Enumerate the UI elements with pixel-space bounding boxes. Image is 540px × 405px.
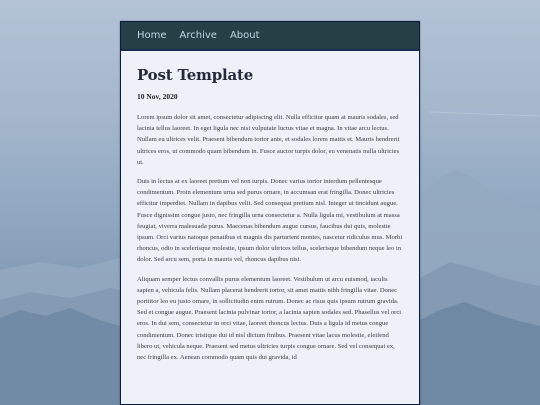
nav-about-link[interactable]: About — [229, 30, 260, 41]
nav-home-link[interactable]: Home — [137, 30, 167, 41]
post-content — [121, 51, 419, 363]
post-title: Post Template — [137, 66, 254, 84]
post-date: 10 Nov, 2020 — [137, 92, 178, 101]
post-paragraph-3: Aliquam semper lectus convallis purus elementum laoreet. Vestibulum ut arcu euismod, iaculis sapien a, vehicula felis. Nullam placerat hendrerit tortor, sit amet mattis nibh fringilla vitae. Donec porttitor leo eu justo ornare, in sollicitudin enim rutrum. Donec ac risus quis ipsum rutrum gravida. Sed et congue augue. Praesent lacinia pulvinar tortor, a lacinia sapien sodales sed. Phasellus vel orci eros. In dui sem, consectetur in orci vitae, laoreet rhoncus lectus. Duis a ligula id metus congue condimentum. Donec tristique dui id nisl dictum finibus. Praesent vitae lacus molestie, eleifend libero ut, vehicula neque. Praesent sed metus ultricies turpis congue ornare. Sed vel consequat ex, nec fringilla ex. Aenean commodo quam quis dui gravida, id — [137, 275, 402, 362]
post-card — [120, 21, 420, 405]
post-paragraph-1: Lorem ipsum dolor sit amet, consectetur adipiscing elit. Nulla efficitur quam at mauris sodales, sed lacinia tellus laoreet. In eget ligula nec nisi vulputate luctus vitae et magna. In vitae arcu lectus. Nullam eu ultrices velit. Praesent bibendum tortor ante, et sodales lorem mattis et. Mauris hendrerit ultrices eros, ut commodo quam bibendum in. Fusce auctor turpis dolor, eu venenatis nulla ultricies ut. — [137, 114, 400, 166]
top-navbar — [121, 22, 419, 51]
nav-archive-link[interactable]: Archive — [179, 30, 217, 41]
post-paragraph-2: Duis in lectus at ex laoreet pretium vel non turpis. Donec varius tortor interdum pellentesque condimentum. Proin elementum urna sed purus ornare, in accumsan erat fringilla. Donec ultricies efficitur imperdiet. Nullam in dapibus velit. Sed consequat pretium nisl. Integer ut tincidunt augue. Fusce dignissim congue justo, nec fringilla urna consectetur a. Nulla ligula mi, vestibulum at massa feugiat, viverra malesuada purus. Maecenas bibendum augue cursus, faucibus dui quis, molestie ipsum. Orci varius natoque penatibus et magnis dis parturient montes, nascetur ridiculus mus. Morbi rhoncus, odio in scelerisque molestie, ipsum dolor ultrices tellus, scelerisque bibendum neque leo in dolor. Sed arcu sem, porta in mauris vel, rhoncus dapibus nisi. — [137, 178, 403, 264]
